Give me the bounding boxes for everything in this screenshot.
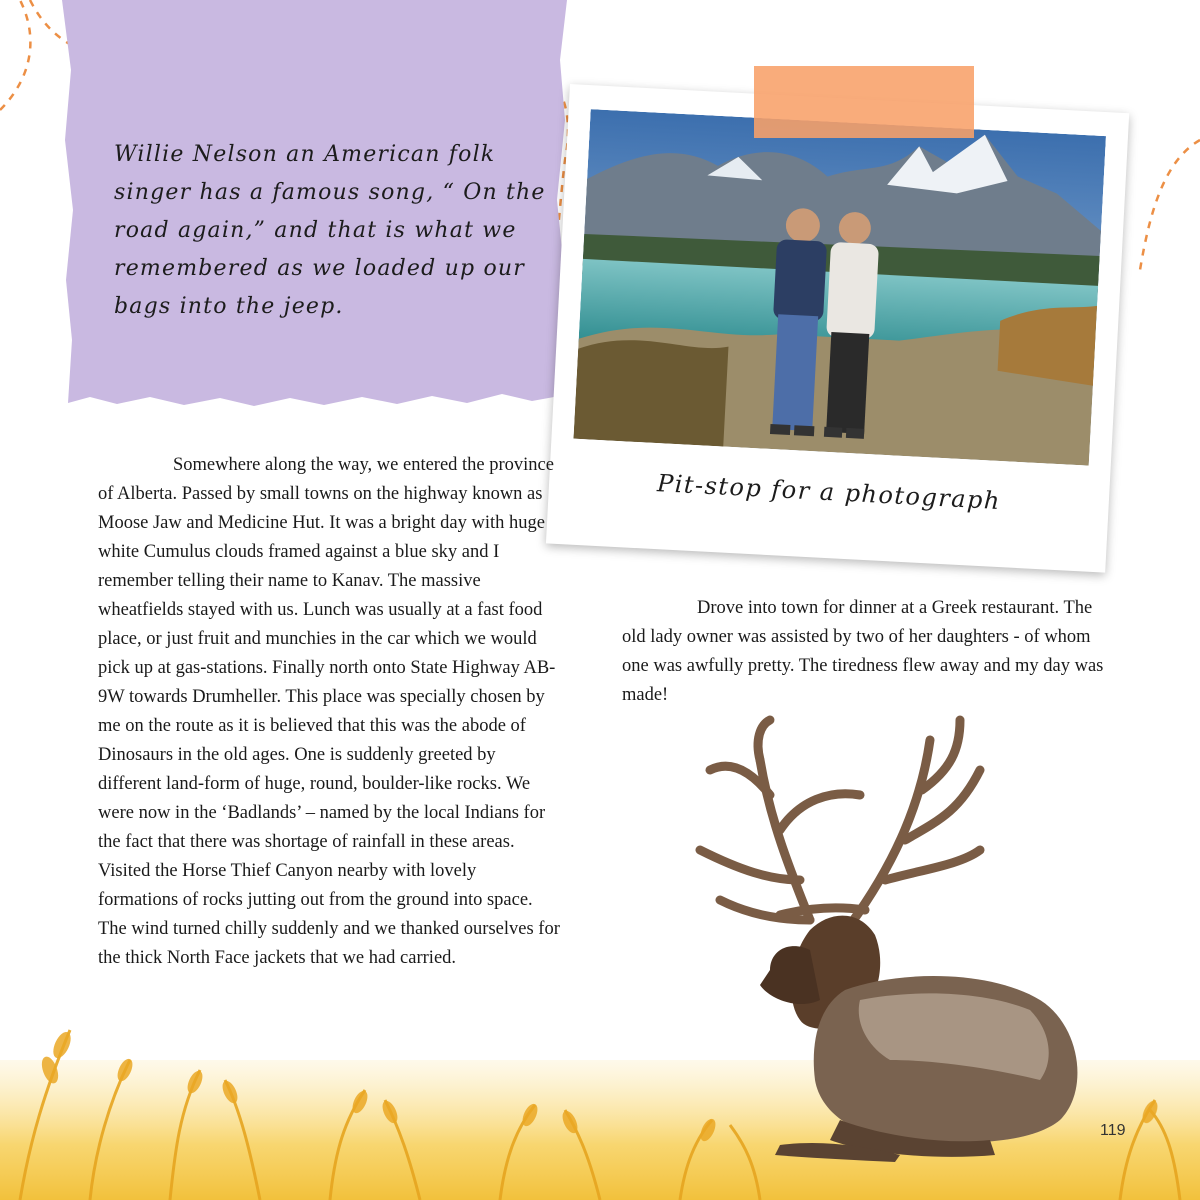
quote-note — [62, 0, 567, 412]
polaroid-photo — [546, 84, 1129, 573]
body-paragraph-left — [98, 451, 560, 973]
page-number: 119 — [1100, 1122, 1126, 1139]
tape-strip — [754, 66, 974, 138]
right-paragraph-text: Drove into town for dinner at a Greek restaurant. The old lady owner was assisted by two of her daughters - of whom one was awfully pretty. The tiredness flew away and my day was made! — [622, 598, 1104, 705]
elk-illustration — [660, 700, 1100, 1180]
body-paragraph-right — [622, 594, 1112, 710]
travel-photo — [573, 109, 1106, 466]
quote-text: Willie Nelson an American folk singer has a famous song, “ On the road again,” and that is what we remembered as we loaded up our bags into the jeep. — [114, 142, 546, 319]
photo-caption: Pit-stop for a photograph — [656, 469, 1002, 516]
left-paragraph-text: Somewhere along the way, we entered the province of Alberta. Passed by small towns on the highway known as Moose Jaw and Medicine Hut. It was a bright day with huge white Cumulus clouds framed against a blue sky and I remember telling their name to Kanav. The massive wheatfields stayed with us. Lunch was usually at a fast food place, or just fruit and munchies in the car which we would pick up at gas-stations. Finally north onto State Highway AB-9W towards Drumheller. This place was specially chosen by me on the route as it is believed that this was the abode of Dinosaurs in the old ages. One is suddenly greeted by different land-form of huge, round, boulder-like rocks. We were now in the ‘Badlands’ – named by the local Indians for the fact that there was shortage of rainfall in these areas. Visited the Horse Thief Canyon nearby with lovely formations of rocks jutting out from the ground into space. The wind turned chilly suddenly and we thanked ourselves for the thick North Face jackets that we had carried. — [98, 455, 560, 968]
